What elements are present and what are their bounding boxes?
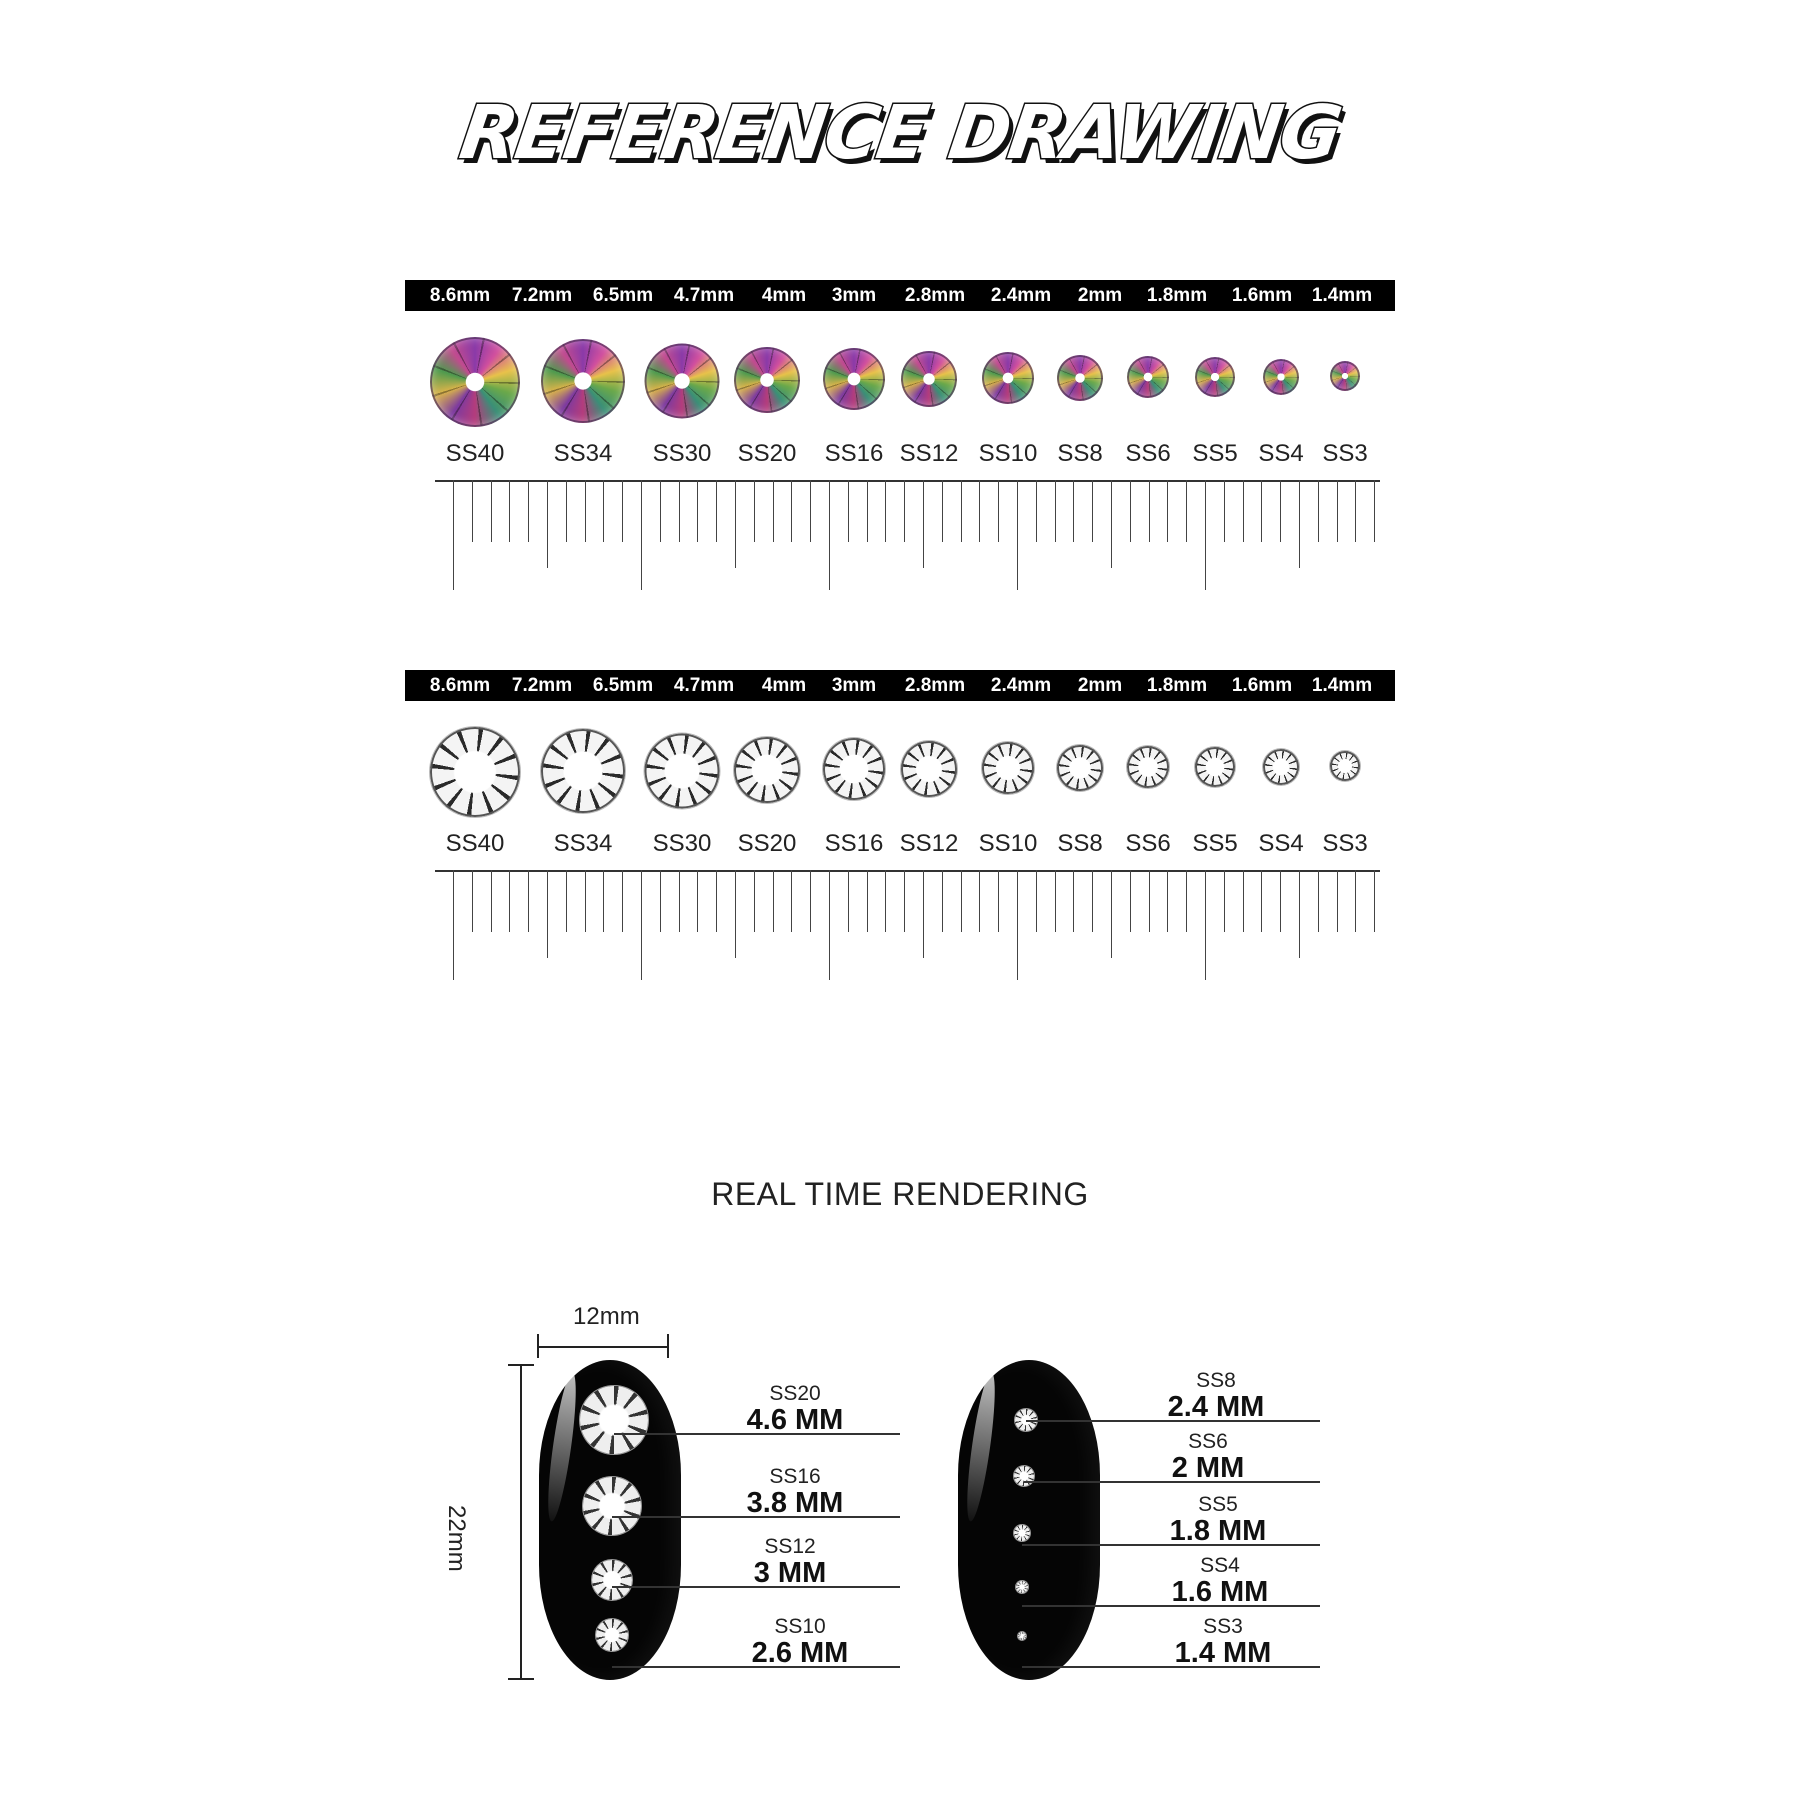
callout-ss-label: SS12 — [764, 1535, 816, 1558]
width-dimension-tick-right — [667, 1334, 669, 1358]
ruler-tick — [1017, 870, 1018, 980]
callout-line — [1022, 1666, 1320, 1668]
rhinestone-ss20 — [734, 347, 800, 413]
height-dimension-tick-bottom — [508, 1678, 534, 1680]
ruler-tick — [1130, 870, 1131, 932]
rhinestone-ss3 — [1330, 751, 1360, 781]
ruler-tick — [1073, 870, 1074, 932]
ss-size-label: SS3 — [1322, 830, 1368, 857]
ruler-tick — [791, 480, 792, 542]
rhinestone-ss16 — [823, 348, 885, 410]
rhinestone-ss30 — [645, 733, 720, 808]
mm-label: 2.4mm — [990, 285, 1052, 306]
ss-size-label: SS20 — [737, 440, 797, 467]
ruler-tick — [1073, 480, 1074, 542]
ruler-tick — [1261, 480, 1262, 542]
callout-ss-label: SS5 — [1198, 1493, 1238, 1516]
nail-rhinestone-ss3 — [1018, 1632, 1026, 1640]
ruler-tick — [1318, 480, 1319, 542]
ruler-tick — [1299, 870, 1300, 958]
ruler-tick — [998, 480, 999, 542]
mm-label: 6.5mm — [592, 675, 654, 696]
callout-ss-label: SS4 — [1200, 1554, 1240, 1577]
rhinestone-ss6 — [1127, 356, 1169, 398]
ss-size-label: SS5 — [1192, 440, 1238, 467]
mm-label-band — [405, 670, 1395, 701]
callout-mm-label: 3.8 MM — [746, 1487, 844, 1519]
ss-size-label: SS20 — [737, 830, 797, 857]
ruler-tick — [1318, 870, 1319, 932]
mm-label: 4mm — [761, 285, 807, 306]
ruler-tick — [1205, 870, 1206, 980]
mm-label-band — [405, 280, 1395, 311]
mm-label: 4.7mm — [673, 675, 735, 696]
nail-rhinestone-ss20 — [580, 1386, 648, 1454]
callout-ss-label: SS3 — [1203, 1615, 1243, 1638]
ss-size-label: SS12 — [899, 440, 959, 467]
mm-label: 1.4mm — [1311, 285, 1373, 306]
ruler-tick — [1243, 480, 1244, 542]
ruler-tick — [923, 480, 924, 568]
ruler-tick — [961, 480, 962, 542]
mm-label: 3mm — [831, 675, 877, 696]
mm-label: 1.4mm — [1311, 675, 1373, 696]
ruler-tick — [979, 480, 980, 542]
nail-rhinestone-ss5 — [1014, 1525, 1030, 1541]
callout-ss-label: SS16 — [769, 1465, 821, 1488]
mm-label: 4.7mm — [673, 285, 735, 306]
height-dimension-tick-top — [508, 1364, 534, 1366]
ruler-tick — [509, 480, 510, 542]
ruler-tick — [1186, 870, 1187, 932]
ruler-tick — [998, 870, 999, 932]
ss-size-label: SS16 — [824, 830, 884, 857]
ruler-tick — [1186, 480, 1187, 542]
ss-size-label: SS30 — [652, 440, 712, 467]
rhinestone-ss8 — [1057, 355, 1103, 401]
ss-size-label: SS5 — [1192, 830, 1238, 857]
ruler-tick — [1111, 480, 1112, 568]
callout-ss-label: SS10 — [774, 1615, 826, 1638]
ruler-tick — [979, 870, 980, 932]
rhinestone-ss30 — [645, 343, 720, 418]
ruler-tick — [1337, 480, 1338, 542]
ruler-tick — [1355, 870, 1356, 932]
ruler-tick — [660, 870, 661, 932]
ss-size-label: SS3 — [1322, 440, 1368, 467]
ruler-baseline — [435, 870, 1380, 872]
ss-size-label: SS16 — [824, 440, 884, 467]
ruler-tick — [566, 480, 567, 542]
ss-size-label: SS4 — [1258, 440, 1304, 467]
ruler-tick — [1355, 480, 1356, 542]
ruler-tick — [679, 870, 680, 932]
ruler-tick — [472, 870, 473, 932]
nail-rhinestone-ss6 — [1014, 1466, 1034, 1486]
rhinestone-ss16 — [823, 738, 885, 800]
ruler-tick — [547, 870, 548, 958]
ruler-tick — [585, 480, 586, 542]
mm-label: 2mm — [1077, 285, 1123, 306]
rhinestone-ss4 — [1263, 749, 1299, 785]
ruler-tick — [697, 480, 698, 542]
ruler-tick — [885, 480, 886, 542]
ruler-tick — [848, 480, 849, 542]
rhinestone-ss34 — [541, 339, 625, 423]
width-dimension-line — [538, 1346, 668, 1348]
ruler-tick — [453, 480, 454, 590]
ruler-tick — [547, 480, 548, 568]
ruler-tick — [716, 480, 717, 542]
ruler-tick — [1374, 480, 1375, 542]
mm-label: 1.6mm — [1231, 675, 1293, 696]
nail-rhinestone-ss4 — [1016, 1581, 1028, 1593]
ruler-tick — [1243, 870, 1244, 932]
callout-ss-label: SS6 — [1188, 1430, 1228, 1453]
ruler-tick — [585, 870, 586, 932]
ss-size-label: SS34 — [553, 440, 613, 467]
ruler-tick — [566, 870, 567, 932]
section-heading: REAL TIME RENDERING — [711, 1176, 1089, 1212]
ruler-tick — [509, 870, 510, 932]
ruler-tick — [867, 480, 868, 542]
rhinestone-ss6 — [1127, 746, 1169, 788]
ruler-tick — [735, 480, 736, 568]
mm-label: 2mm — [1077, 675, 1123, 696]
width-dimension-tick-left — [537, 1334, 539, 1358]
rhinestone-ss34 — [541, 729, 625, 813]
rhinestone-ss10 — [982, 742, 1034, 794]
nail-rhinestone-ss10 — [596, 1619, 628, 1651]
ruler-tick — [679, 480, 680, 542]
ruler-tick — [603, 870, 604, 932]
ruler-tick — [754, 870, 755, 932]
mm-label: 1.8mm — [1146, 675, 1208, 696]
ruler-tick — [641, 870, 642, 980]
ruler-tick — [472, 480, 473, 542]
ruler-tick — [1149, 480, 1150, 542]
mm-label: 2.8mm — [904, 675, 966, 696]
ruler-tick — [942, 870, 943, 932]
ruler — [435, 480, 1380, 600]
ruler-tick — [1167, 870, 1168, 932]
ruler-tick — [848, 870, 849, 932]
ruler-tick — [961, 870, 962, 932]
mm-label: 2.8mm — [904, 285, 966, 306]
ruler-tick — [1092, 480, 1093, 542]
callout-mm-label: 1.6 MM — [1171, 1576, 1269, 1608]
ruler-tick — [904, 870, 905, 932]
ss-size-label: SS10 — [978, 830, 1038, 857]
mm-label: 7.2mm — [511, 285, 573, 306]
mm-label: 6.5mm — [592, 285, 654, 306]
width-dimension-label: 12mm — [573, 1303, 640, 1330]
mm-label: 8.6mm — [429, 675, 491, 696]
ruler-tick — [1055, 870, 1056, 932]
mm-label: 3mm — [831, 285, 877, 306]
ruler-tick — [1149, 870, 1150, 932]
ss-size-label: SS6 — [1125, 440, 1171, 467]
rhinestone-ss5 — [1195, 747, 1235, 787]
ruler-tick — [923, 870, 924, 958]
ruler-tick — [528, 870, 529, 932]
height-dimension-line — [520, 1364, 522, 1679]
size-chart-clear — [405, 670, 1395, 990]
ruler-tick — [904, 480, 905, 542]
ruler-tick — [1261, 870, 1262, 932]
ruler-tick — [754, 480, 755, 542]
ruler — [435, 870, 1380, 990]
callout-mm-label: 2.6 MM — [751, 1637, 849, 1669]
nail-rhinestone-ss16 — [583, 1477, 641, 1535]
ruler-tick — [1130, 480, 1131, 542]
ruler-tick — [453, 870, 454, 980]
ss-size-label: SS8 — [1057, 830, 1103, 857]
ruler-tick — [1092, 870, 1093, 932]
ruler-tick — [773, 480, 774, 542]
rhinestone-ss8 — [1057, 745, 1103, 791]
ss-size-label: SS30 — [652, 830, 712, 857]
ruler-tick — [1224, 870, 1225, 932]
ruler-tick — [885, 870, 886, 932]
rhinestone-ss12 — [901, 741, 957, 797]
ss-size-label: SS8 — [1057, 440, 1103, 467]
rhinestone-ss12 — [901, 351, 957, 407]
rhinestone-ss10 — [982, 352, 1034, 404]
ss-size-label: SS40 — [445, 830, 505, 857]
ruler-tick — [641, 480, 642, 590]
mm-label: 8.6mm — [429, 285, 491, 306]
ruler-baseline — [435, 480, 1380, 482]
ruler-tick — [942, 480, 943, 542]
ruler-tick — [660, 480, 661, 542]
ruler-tick — [773, 870, 774, 932]
page-title: REFERENCE DRAWING — [454, 90, 1346, 176]
rhinestone-ss4 — [1263, 359, 1299, 395]
callout-mm-label: 1.8 MM — [1169, 1515, 1267, 1547]
ruler-tick — [622, 870, 623, 932]
rhinestone-ss5 — [1195, 357, 1235, 397]
ruler-tick — [1337, 870, 1338, 932]
ruler-tick — [716, 870, 717, 932]
ruler-tick — [829, 870, 830, 980]
ruler-tick — [791, 870, 792, 932]
rhinestone-ss3 — [1330, 361, 1360, 391]
ruler-tick — [622, 480, 623, 542]
callout-mm-label: 4.6 MM — [746, 1404, 844, 1436]
ss-size-label: SS6 — [1125, 830, 1171, 857]
rhinestone-ss20 — [734, 737, 800, 803]
ruler-tick — [1036, 870, 1037, 932]
ruler-tick — [735, 870, 736, 958]
ruler-tick — [1055, 480, 1056, 542]
ss-size-label: SS40 — [445, 440, 505, 467]
callout-ss-label: SS20 — [769, 1382, 821, 1405]
ruler-tick — [810, 870, 811, 932]
ruler-tick — [1374, 870, 1375, 932]
ruler-tick — [1167, 480, 1168, 542]
ruler-tick — [1111, 870, 1112, 958]
ruler-tick — [867, 870, 868, 932]
ruler-tick — [1280, 870, 1281, 932]
ruler-tick — [829, 480, 830, 590]
ss-size-label: SS34 — [553, 830, 613, 857]
ruler-tick — [1205, 480, 1206, 590]
callout-ss-label: SS8 — [1196, 1369, 1236, 1392]
ruler-tick — [528, 480, 529, 542]
ruler-tick — [1280, 480, 1281, 542]
mm-label: 1.6mm — [1231, 285, 1293, 306]
ruler-tick — [1036, 480, 1037, 542]
ruler-tick — [603, 480, 604, 542]
ruler-tick — [1224, 480, 1225, 542]
ruler-tick — [1017, 480, 1018, 590]
nail-rhinestone-ss12 — [592, 1560, 632, 1600]
callout-mm-label: 1.4 MM — [1174, 1637, 1272, 1669]
ss-size-label: SS10 — [978, 440, 1038, 467]
mm-label: 2.4mm — [990, 675, 1052, 696]
mm-label: 4mm — [761, 675, 807, 696]
callout-mm-label: 2.4 MM — [1167, 1391, 1265, 1423]
callout-mm-label: 2 MM — [1171, 1452, 1245, 1484]
size-chart-ab — [405, 280, 1395, 600]
ss-size-label: SS4 — [1258, 830, 1304, 857]
ss-size-label: SS12 — [899, 830, 959, 857]
ruler-tick — [491, 870, 492, 932]
rhinestone-ss40 — [430, 337, 520, 427]
callout-mm-label: 3 MM — [753, 1557, 827, 1589]
ruler-tick — [810, 480, 811, 542]
rhinestone-ss40 — [430, 727, 520, 817]
ruler-tick — [697, 870, 698, 932]
ruler-tick — [491, 480, 492, 542]
ruler-tick — [1299, 480, 1300, 568]
mm-label: 7.2mm — [511, 675, 573, 696]
mm-label: 1.8mm — [1146, 285, 1208, 306]
height-dimension-label: 22mm — [443, 1505, 470, 1572]
